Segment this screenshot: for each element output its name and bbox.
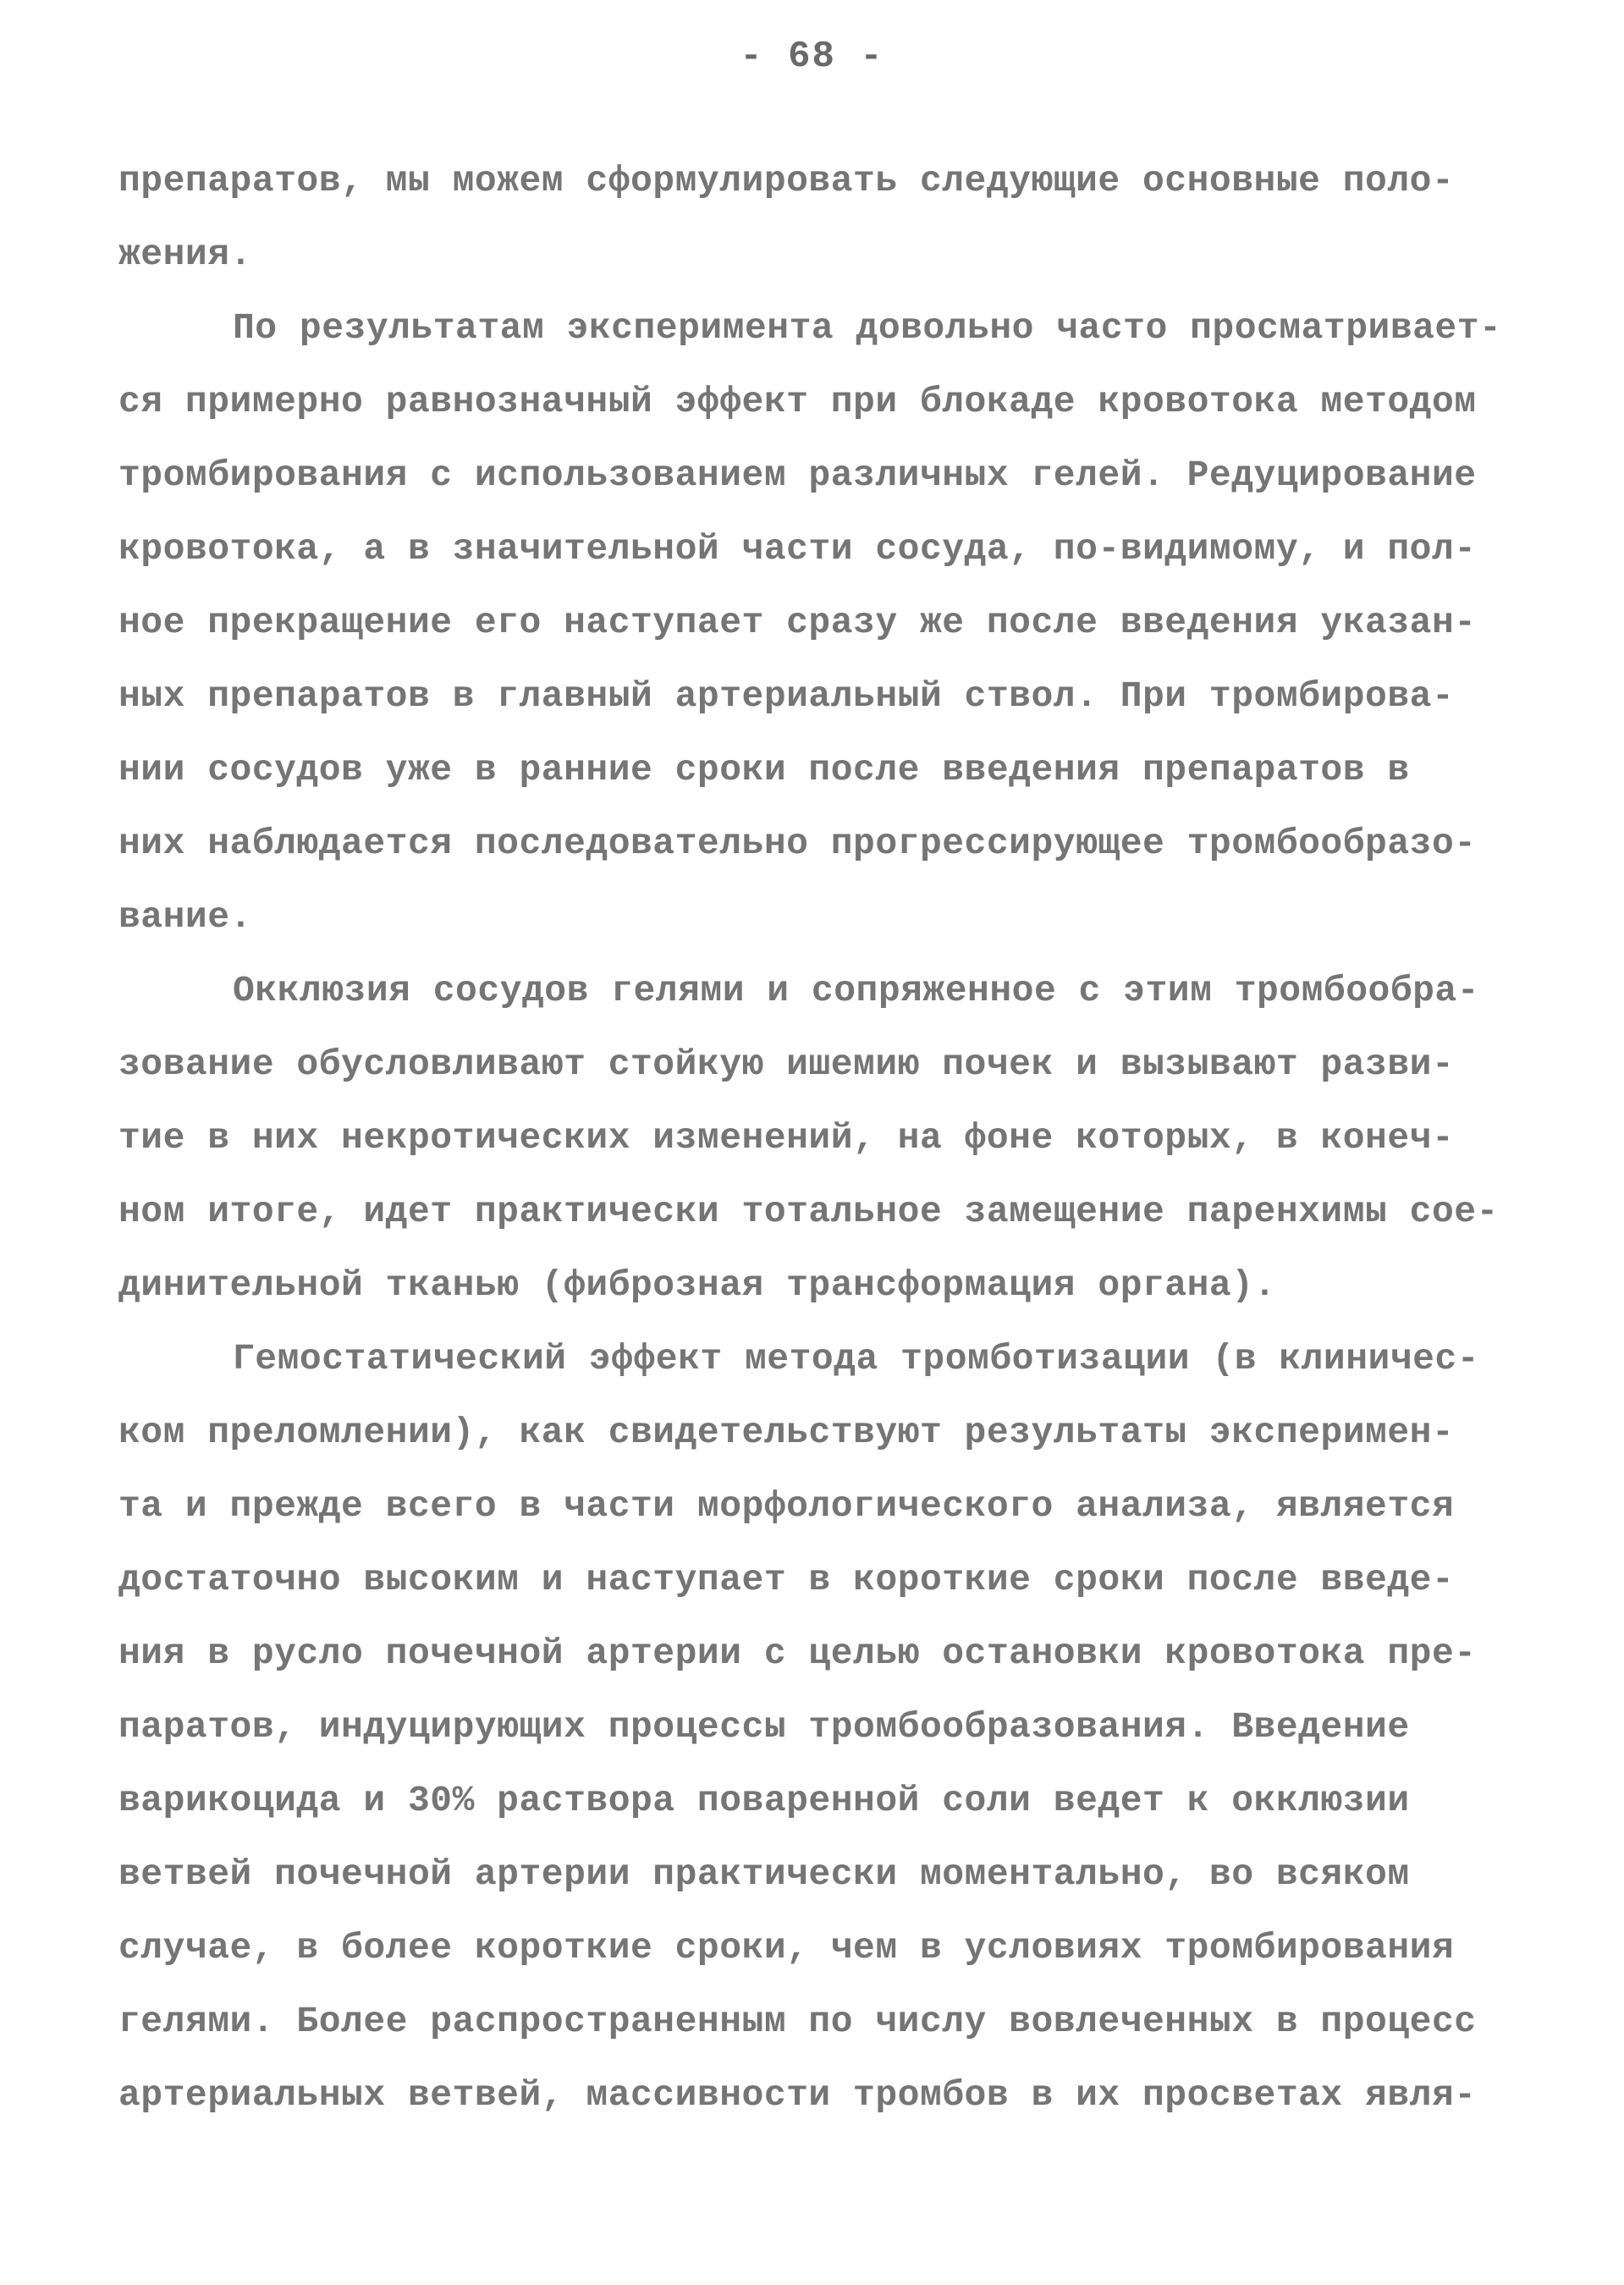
text-line: Окклюзия сосудов гелями и сопряженное с этим тромбообра- [233, 970, 1480, 1011]
text-line: гелями. Более распространенным по числу вовлеченных в процесс [118, 2001, 1477, 2042]
text-line: паратов, индуцирующих процессы тромбообразования. Введение [118, 1706, 1410, 1748]
page-number: - 68 - [740, 36, 884, 78]
text-line: препаратов, мы можем сформулировать следующие основные поло- [118, 160, 1455, 201]
text-line: Гемостатический эффект метода тромботизации (в клиничес- [233, 1338, 1480, 1379]
text-line: артериальных ветвей, массивности тромбов в их просветах явля- [118, 2074, 1477, 2116]
text-line: достаточно высоким и наступает в короткие сроки после введе- [118, 1559, 1455, 1600]
text-line: По результатам эксперимента довольно часто просматривает- [233, 307, 1502, 349]
text-line: ных препаратов в главный артериальный ствол. При тромбирова- [118, 675, 1455, 717]
text-line: динительной тканью (фиброзная трансформация органа). [118, 1264, 1276, 1306]
text-line: случае, в более короткие сроки, чем в условиях тромбирования [118, 1927, 1455, 1968]
text-line: та и прежде всего в части морфологического анализа, является [118, 1485, 1455, 1527]
text-line: зование обусловливают стойкую ишемию почек и вызывают разви- [118, 1043, 1455, 1085]
text-line: вание. [118, 896, 252, 938]
body-text [118, 144, 1506, 2132]
text-line: кровотока, а в значительной части сосуда, по-видимому, и пол- [118, 528, 1477, 570]
text-line: них наблюдается последовательно прогрессирующее тромбообразо- [118, 823, 1477, 864]
text-line: жения. [118, 234, 252, 275]
text-line: ном итоге, идет практически тотальное замещение паренхимы сое- [118, 1191, 1499, 1232]
text-line: ное прекращение его наступает сразу же после введения указан- [118, 602, 1477, 643]
text-line: ком преломлении), как свидетельствуют результаты эксперимен- [118, 1412, 1455, 1453]
text-line: ния в русло почечной артерии с целью остановки кровотока пре- [118, 1633, 1477, 1674]
text-line: варикоцида и 30% раствора поваренной соли ведет к окклюзии [118, 1780, 1410, 1821]
text-line: ветвей почечной артерии практически моментально, во всяком [118, 1853, 1410, 1895]
text-line: тие в них некротических изменений, на фоне которых, в конеч- [118, 1117, 1455, 1159]
text-line: нии сосудов уже в ранние сроки после введения препаратов в [118, 749, 1410, 790]
text-line: тромбирования с использованием различных гелей. Редуцирование [118, 454, 1477, 496]
text-line: ся примерно равнозначный эффект при блокаде кровотока методом [118, 381, 1477, 422]
